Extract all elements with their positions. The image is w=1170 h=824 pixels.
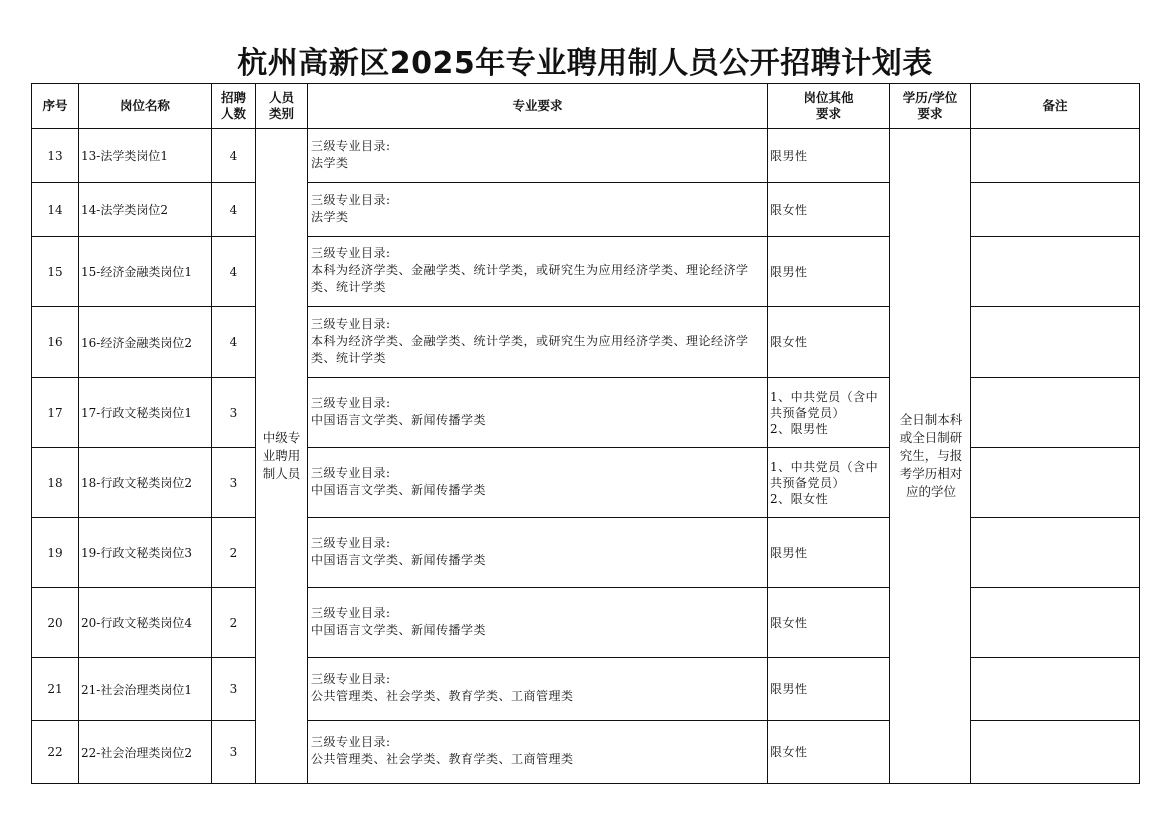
cell-count: 4 — [212, 183, 256, 237]
cell-other: 限女性 — [768, 588, 890, 658]
major-heading: 三级专业目录: — [311, 605, 391, 620]
header-note: 备注 — [971, 84, 1140, 129]
table-row — [32, 518, 1140, 588]
cell-major — [308, 378, 768, 448]
cell-position: 18-行政文秘类岗位2 — [79, 448, 212, 518]
cell-major — [308, 518, 768, 588]
table-row — [32, 129, 1140, 183]
cell-seq: 17 — [32, 378, 79, 448]
major-text: 法学类 — [311, 155, 349, 170]
table-row — [32, 588, 1140, 658]
table-row — [32, 183, 1140, 237]
cell-major — [308, 588, 768, 658]
cell-count: 2 — [212, 588, 256, 658]
header-major: 专业要求 — [308, 84, 768, 129]
table-row — [32, 378, 1140, 448]
cell-other: 1、中共党员（含中共预备党员） 2、限男性 — [768, 378, 890, 448]
table-row — [32, 721, 1140, 784]
cell-seq: 14 — [32, 183, 79, 237]
header-seq: 序号 — [32, 84, 79, 129]
cell-count: 3 — [212, 378, 256, 448]
major-text: 中国语言文学类、新闻传播学类 — [311, 622, 487, 637]
cell-note — [971, 237, 1140, 307]
cell-note — [971, 129, 1140, 183]
major-heading: 三级专业目录: — [311, 138, 391, 153]
cell-major — [308, 183, 768, 237]
major-heading: 三级专业目录: — [311, 246, 391, 260]
major-text: 中国语言文学类、新闻传播学类 — [311, 412, 487, 427]
cell-other: 限男性 — [768, 518, 890, 588]
education-text: 全日制本科或全日制研究生，与报考学历相对应的学位 — [899, 412, 963, 499]
cell-other: 限女性 — [768, 183, 890, 237]
table-row — [32, 237, 1140, 307]
cell-position: 17-行政文秘类岗位1 — [79, 378, 212, 448]
header-position: 岗位名称 — [79, 84, 212, 129]
cell-count: 3 — [212, 721, 256, 784]
cell-position: 22-社会治理类岗位2 — [79, 721, 212, 784]
major-text: 中国语言文学类、新闻传播学类 — [311, 482, 487, 497]
major-text: 公共管理类、社会学类、教育学类、工商管理类 — [311, 689, 574, 703]
cell-other: 限男性 — [768, 129, 890, 183]
cell-position: 15-经济金融类岗位1 — [79, 237, 212, 307]
cell-position: 21-社会治理类岗位1 — [79, 658, 212, 721]
cell-note — [971, 183, 1140, 237]
cell-major — [308, 721, 768, 784]
cell-position: 19-行政文秘类岗位3 — [79, 518, 212, 588]
cell-count: 2 — [212, 518, 256, 588]
table-row — [32, 658, 1140, 721]
cell-note — [971, 518, 1140, 588]
table-header-row — [32, 84, 1140, 129]
major-heading: 三级专业目录: — [311, 735, 391, 749]
major-text: 法学类 — [311, 209, 349, 224]
major-text: 公共管理类、社会学类、教育学类、工商管理类 — [311, 752, 574, 766]
cell-major — [308, 448, 768, 518]
cell-position: 13-法学类岗位1 — [79, 129, 212, 183]
header-education: 学历/学位要求 — [890, 84, 971, 129]
major-heading: 三级专业目录: — [311, 395, 391, 410]
cell-count: 3 — [212, 448, 256, 518]
major-heading: 三级专业目录: — [311, 465, 391, 480]
cell-seq: 19 — [32, 518, 79, 588]
table-row — [32, 307, 1140, 378]
cell-note — [971, 307, 1140, 378]
cell-category — [256, 129, 308, 784]
cell-seq: 15 — [32, 237, 79, 307]
cell-position: 16-经济金融类岗位2 — [79, 307, 212, 378]
cell-count: 4 — [212, 307, 256, 378]
major-heading: 三级专业目录: — [311, 192, 391, 207]
cell-seq: 16 — [32, 307, 79, 378]
header-category: 人员类别 — [256, 84, 308, 129]
cell-seq: 22 — [32, 721, 79, 784]
cell-note — [971, 448, 1140, 518]
category-text: 中级专业聘用制人员 — [262, 430, 301, 481]
cell-count: 3 — [212, 658, 256, 721]
cell-education — [890, 129, 971, 784]
cell-other: 限男性 — [768, 658, 890, 721]
cell-other: 1、中共党员（含中共预备党员） 2、限女性 — [768, 448, 890, 518]
cell-position: 14-法学类岗位2 — [79, 183, 212, 237]
cell-seq: 13 — [32, 129, 79, 183]
major-text: 本科为经济学类、金融学类、统计学类，或研究生为应用经济学类、理论经济学类、统计学类 — [311, 333, 749, 365]
major-text: 中国语言文学类、新闻传播学类 — [311, 552, 487, 567]
cell-note — [971, 721, 1140, 784]
cell-major — [308, 237, 768, 307]
major-heading: 三级专业目录: — [311, 316, 391, 331]
cell-count: 4 — [212, 237, 256, 307]
cell-other: 限女性 — [768, 307, 890, 378]
cell-seq: 21 — [32, 658, 79, 721]
major-text: 本科为经济学类、金融学类、统计学类，或研究生为应用经济学类、理论经济学类、统计学类 — [311, 263, 749, 294]
header-count: 招聘人数 — [212, 84, 256, 129]
cell-seq: 18 — [32, 448, 79, 518]
cell-note — [971, 658, 1140, 721]
cell-seq: 20 — [32, 588, 79, 658]
cell-position: 20-行政文秘类岗位4 — [79, 588, 212, 658]
cell-major — [308, 307, 768, 378]
cell-major — [308, 658, 768, 721]
cell-other: 限男性 — [768, 237, 890, 307]
major-heading: 三级专业目录: — [311, 535, 391, 550]
cell-other: 限女性 — [768, 721, 890, 784]
cell-count: 4 — [212, 129, 256, 183]
cell-note — [971, 378, 1140, 448]
major-heading: 三级专业目录: — [311, 672, 391, 686]
recruitment-plan-table — [31, 83, 1140, 784]
table-row — [32, 448, 1140, 518]
cell-note — [971, 588, 1140, 658]
page-title: 杭州高新区2025年专业聘用制人员公开招聘计划表 — [237, 46, 933, 81]
header-other: 岗位其他要求 — [768, 84, 890, 129]
cell-major — [308, 129, 768, 183]
